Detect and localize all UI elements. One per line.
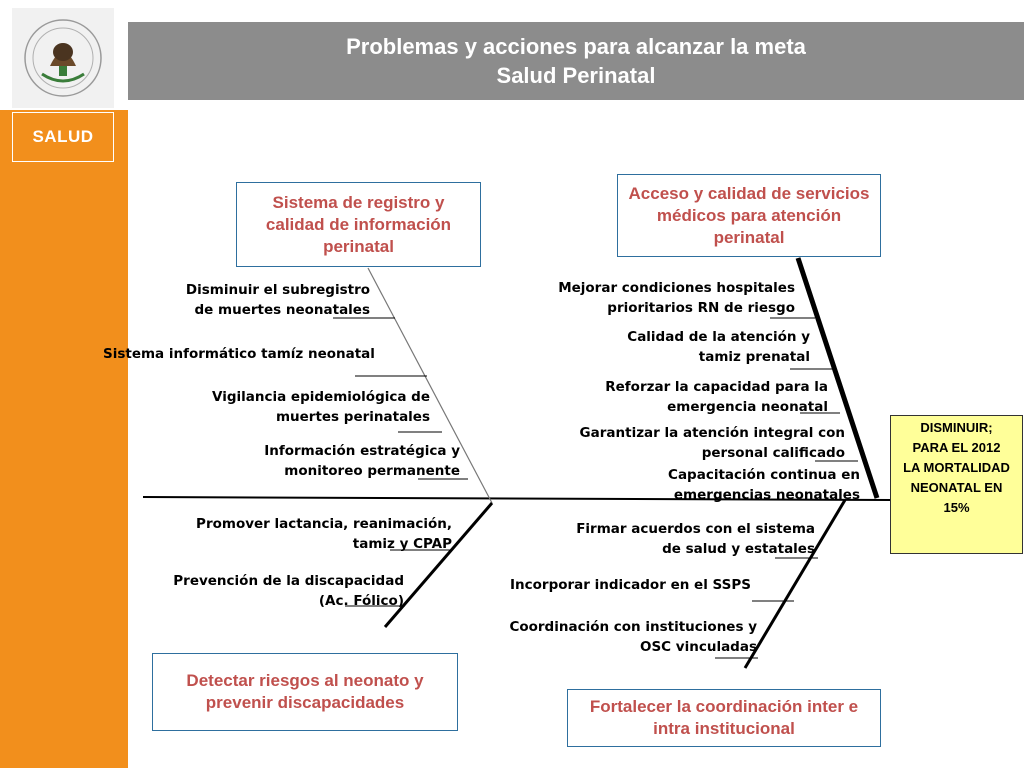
cause-line: Garantizar la atención integral con xyxy=(579,425,845,441)
page-title: Problemas y acciones para alcanzar la meta xyxy=(346,34,806,59)
cause-item xyxy=(120,514,452,554)
cause-item xyxy=(200,441,460,481)
cause-line: (Ac. Fólico) xyxy=(318,593,404,609)
cause-line: Mejorar condiciones hospitales xyxy=(558,280,795,296)
cause-item xyxy=(103,344,375,364)
cause-line: Incorporar indicador en el SSPS xyxy=(510,577,751,593)
cause-item xyxy=(580,465,860,505)
salud-logo: SALUD xyxy=(12,112,114,162)
cause-line: Disminuir el subregistro xyxy=(185,282,370,298)
goal-line: NEONATAL EN xyxy=(910,480,1003,495)
cause-line: tamiz y CPAP xyxy=(352,536,452,552)
cause-item xyxy=(560,327,810,367)
cause-line: muertes perinatales xyxy=(275,409,430,425)
cause-item xyxy=(510,575,751,595)
cause-item xyxy=(445,617,757,657)
goal-line: 15% xyxy=(943,500,970,515)
cause-item xyxy=(528,377,828,417)
cause-line: Vigilancia epidemiológica de xyxy=(212,389,430,405)
category-registro: Sistema de registro y calidad de información perinatal xyxy=(236,182,481,267)
cause-line: tamiz prenatal xyxy=(698,349,810,365)
cause-line: Información estratégica y xyxy=(264,443,460,459)
cause-line: Calidad de la atención y xyxy=(627,329,810,345)
cause-line: prioritarios RN de riesgo xyxy=(607,300,795,316)
category-acceso: Acceso y calidad de servicios médicos para atención perinatal xyxy=(617,174,881,257)
page-subtitle: Salud Perinatal xyxy=(496,63,656,88)
cause-item xyxy=(110,571,404,611)
cause-item xyxy=(150,387,430,427)
goal-box xyxy=(890,415,1023,554)
cause-line: monitoreo permanente xyxy=(284,463,460,479)
cause-line: Reforzar la capacidad para la xyxy=(605,379,828,395)
cause-line: Promover lactancia, reanimación, xyxy=(196,516,452,532)
cause-item xyxy=(140,280,370,320)
cause-line: emergencia neonatal xyxy=(667,399,828,415)
cause-item xyxy=(495,278,795,318)
goal-line: LA MORTALIDAD xyxy=(903,460,1010,475)
goal-line: DISMINUIR; xyxy=(920,420,993,435)
cause-line: Capacitación continua en xyxy=(668,467,860,483)
cause-item xyxy=(505,423,845,463)
cause-item xyxy=(505,519,815,559)
goal-line: PARA EL 2012 xyxy=(912,440,1001,455)
cause-line: de salud y estatales xyxy=(662,541,815,557)
cause-line: de muertes neonatales xyxy=(194,302,370,318)
cause-line: Sistema informático tamíz neonatal xyxy=(103,346,375,362)
cause-line: emergencias neonatales xyxy=(673,487,860,503)
cause-line: Prevención de la discapacidad xyxy=(173,573,404,589)
category-coordinacion: Fortalecer la coordinación inter e intra institucional xyxy=(567,689,881,747)
category-detectar: Detectar riesgos al neonato y prevenir discapacidades xyxy=(152,653,458,731)
cause-line: Firmar acuerdos con el sistema xyxy=(576,521,815,537)
cause-line: Coordinación con instituciones y xyxy=(509,619,757,635)
cause-line: OSC vinculadas xyxy=(639,639,757,655)
cause-line: personal calificado xyxy=(701,445,845,461)
